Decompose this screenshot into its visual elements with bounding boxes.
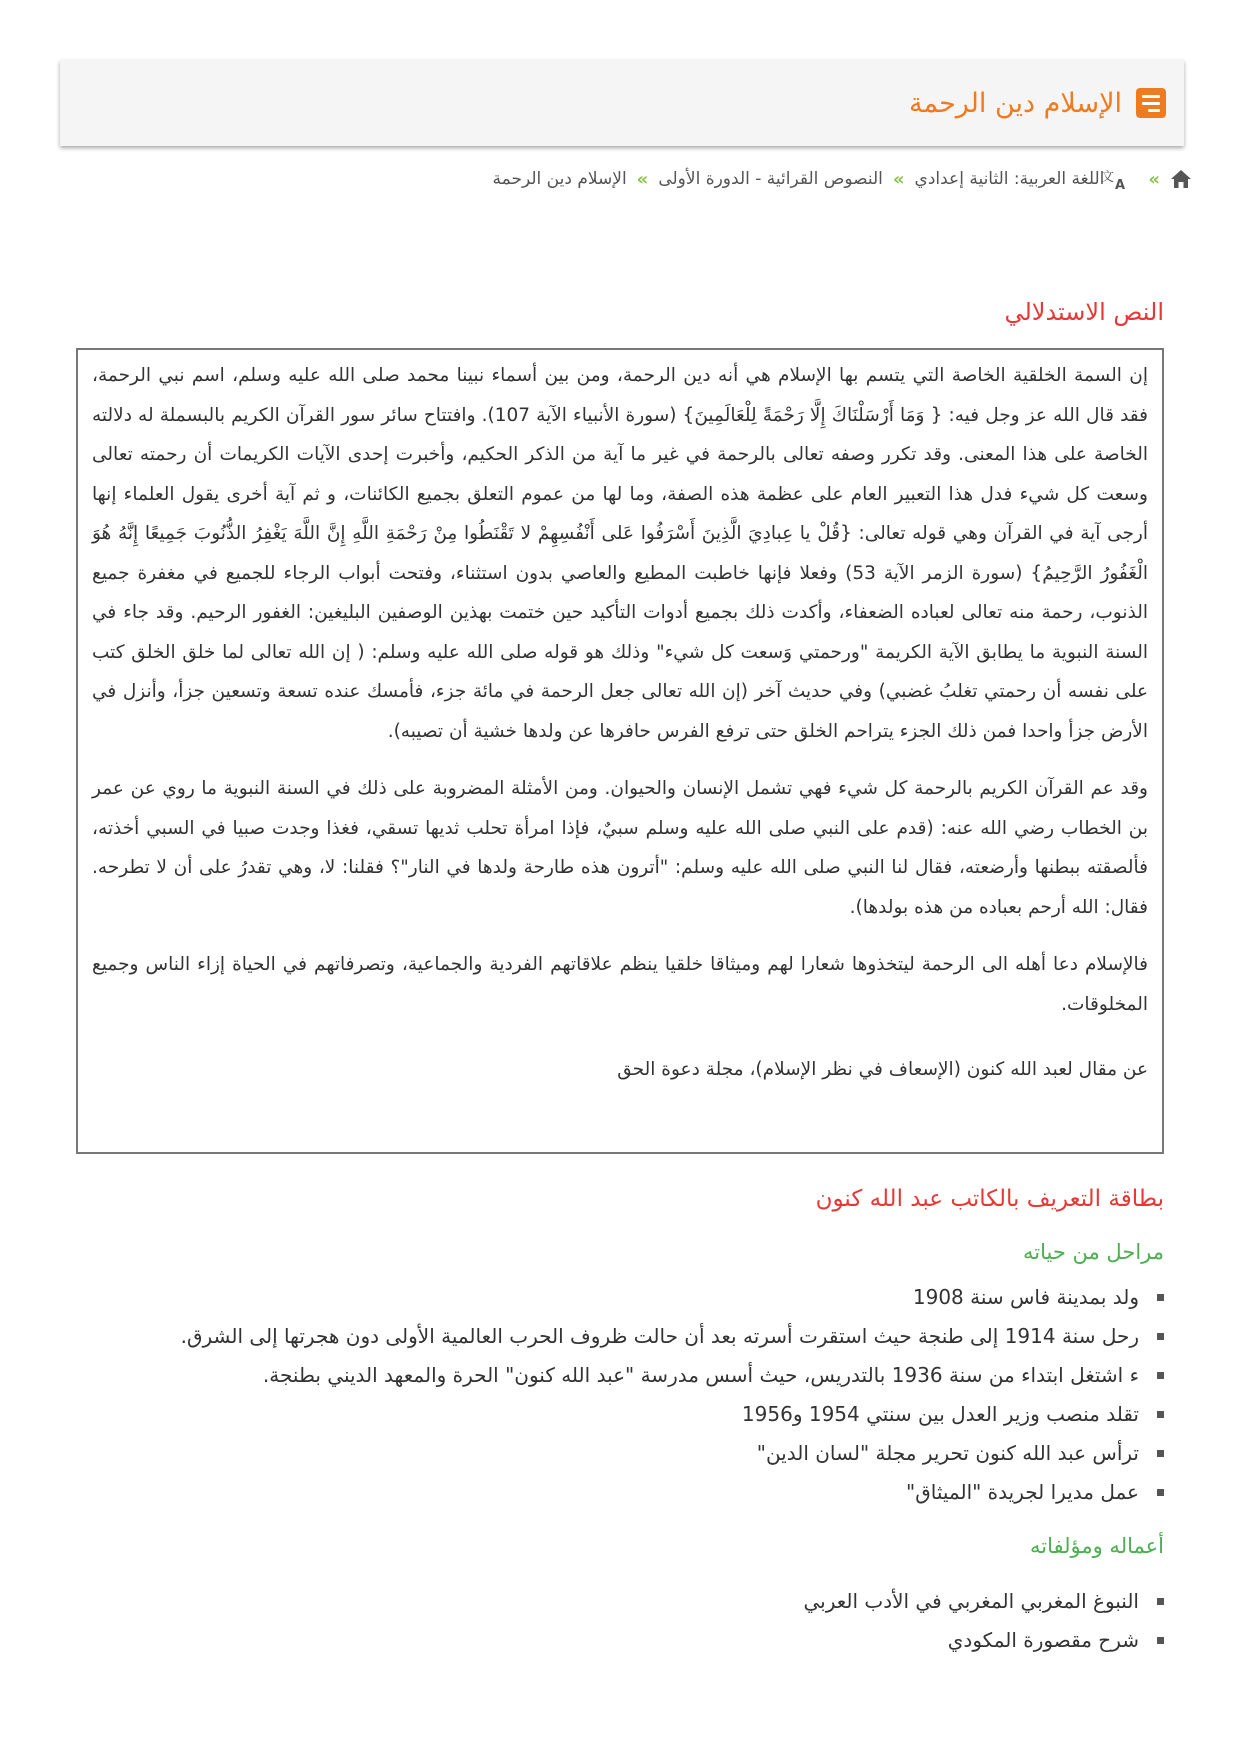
list-item-text: ترأس عبد الله كنون تحرير مجلة "لسان الدين" [756,1441,1139,1465]
page-header [60,60,1184,146]
list-item-text: تقلد منصب وزير العدل بين سنتي 1954 و1956 [741,1402,1139,1426]
life-list [181,1278,1164,1512]
list-item-text: شرح مقصورة المكودي [947,1628,1139,1652]
text-paragraph: وقد عم القرآن الكريم بالرحمة كل شيء فهي تشمل الإنسان والحيوان. ومن الأمثلة المضروبة على ذلك في السنة النبوية ما روي عن عمر بن الخطاب رضي الله عنه: (قدم على النبي صلى الله عليه وسلم سبيٌ، فإذا امرأة تحلب ثديها تسقي، فغذا وجدت صبيا في السبي أخذته، فألصقته ببطنها وأرضعته، فقال لنا النبي صلى الله عليه وسلم: "أترون هذه طارحة ولدها في النار"؟ فقلنا: لا، وهي تقدرُ على أن لا تطرحه. فقال: الله أرحم بعباده من هذه بولدها). [92,778,1148,918]
bullet-icon [1157,1450,1164,1457]
list-item-text: رحل سنة 1914 إلى طنجة حيث استقرت أسرته بعد أن حالت ظروف الحرب العالمية الأولى دون هجرتها إلى الشرق. [180,1324,1139,1348]
breadcrumb [492,168,1192,193]
bullet-icon [1157,1411,1164,1418]
svg-text:文: 文 [1101,170,1115,185]
bullet-icon [1157,1489,1164,1496]
breadcrumb-separator: » [892,168,905,190]
text-paragraph: إن السمة الخلقية الخاصة التي يتسم بها الإسلام هي أنه دين الرحمة، ومن بين أسماء نبينا محمد صلى الله عليه وسلم، اسم نبي الرحمة، فقد قال الله عز وجل فيه: { وَمَا أَرْسَلْنَاكَ إِلَّا رَحْمَةً لِلْعَالَمِينَ} (سورة الأنبياء الآية 107). وافتتاح سائر سور القرآن الكريم بالبسملة له دلالته الخاصة على هذا المعنى. وقد تكرر وصفه تعالى بالرحمة في غير ما آية من الذكر الحكيم، وأخبرت إحدى الآيات الكريمات أن رحمته تعالى وسعت كل شيء فدل هذا التعبير العام على عظمة هذه الصفة، وما لها من عموم التعلق بجميع الكائنات، و ثم آية أخرى يقول العلماء إنها أرجى آية في القرآن وهي قوله تعالى: {قُلْ يا عِبادِيَ الَّذِينَ أَسْرَفُوا عَلى أَنْفُسِهِمْ لا تَقْنَطُوا مِنْ رَحْمَةِ اللَّهِ إِنَّ اللَّهَ يَغْفِرُ الذُّنُوبَ جَمِيعًا إِنَّهُ هُوَ الْغَفُورُ الرَّحِيمُ} (سورة الزمر الآية 53) وفعلا فإنها خاطبت المطيع والعاصي بدون استثناء، وفتحت أبواب الرجاء للجميع في مغفرة جميع الذنوب، رحمة منه تعالى لعباده الضعفاء، وأكدت ذلك بجميع أدوات التأكيد حين ختمت بهذين الوصفين البليغين: الغفور الرحيم. وقد جاء في السنة النبوية ما يطابق الآية الكريمة "ورحمتي وَسعت كل شيء" وذلك هو قوله صلى الله عليه وسلم: ( إن الله تعالى لما خلق الخلق كتب على نفسه أن رحمتي تغلبُ غضبي) وفي حديث آخر (إن الله تعالى جعل الرحمة في مائة جزء، فأمسك عنده تسعة وتسعين جزأ، وأنزل في الأرض جزأ واحدا فمن ذلك الجزء يتراحم الخلق حتى ترفع الفرس حافرها عن ولدها خشية أن تصيبه). [92,365,1149,742]
list-item [181,1356,1164,1395]
list-item-text: ء اشتغل ابتداء من سنة 1936 بالتدريس، حيث أسس مدرسة "عبد الله كنون" الحرة والمعهد الديني بطنجة. [262,1363,1139,1387]
life-heading: مراحل من حياته [1023,1240,1164,1264]
works-heading: أعماله ومؤلفاته [1030,1534,1164,1558]
breadcrumb-separator: » [636,168,649,190]
breadcrumb-item-unit[interactable]: النصوص القرائية - الدورة الأولى [658,169,883,189]
list-item [181,1278,1164,1317]
list-item-text: عمل مديرا لجريدة "الميثاق" [906,1480,1139,1504]
svg-text:A: A [1115,178,1126,193]
text-box [76,348,1164,1154]
list-item-text: النبوغ المغربي المغربي في الأدب العربي [803,1589,1139,1613]
bullet-icon [1157,1372,1164,1379]
list-item [181,1473,1164,1512]
list-item [803,1621,1164,1660]
list-item [181,1434,1164,1473]
page-title: الإسلام دين الرحمة [908,87,1122,119]
works-list [803,1582,1164,1660]
breadcrumb-separator: » [1148,168,1160,190]
text-heading: النص الاستدلالي [1004,298,1164,326]
text-paragraph: فالإسلام دعا أهله الى الرحمة ليتخذوها شعارا لهم وميثاقا خلقيا ينظم علاقاتهم الفردية والجماعية، وتصرفاتهم في الحياة إزاء الناس وجميع المخلوقات. [92,954,1148,1015]
list-item-text: ولد بمدينة فاس سنة 1908 [912,1285,1139,1309]
bullet-icon [1157,1333,1164,1340]
list-item [181,1317,1164,1356]
text-source: عن مقال لعبد الله كنون (الإسعاف في نظر الإسلام)، مجلة دعوة الحق [617,1059,1148,1080]
author-card-heading: بطاقة التعريف بالكاتب عبد الله كنون [815,1186,1164,1212]
list-item [181,1395,1164,1434]
list-item [803,1582,1164,1621]
breadcrumb-item-current: الإسلام دين الرحمة [492,169,627,189]
bullet-icon [1157,1598,1164,1605]
bullet-icon [1157,1294,1164,1301]
home-icon[interactable] [1170,169,1192,189]
document-icon [1136,88,1166,118]
bullet-icon [1157,1637,1164,1644]
translate-icon [1101,168,1138,193]
breadcrumb-item-subject[interactable]: اللغة العربية: الثانية إعدادي [914,169,1105,189]
